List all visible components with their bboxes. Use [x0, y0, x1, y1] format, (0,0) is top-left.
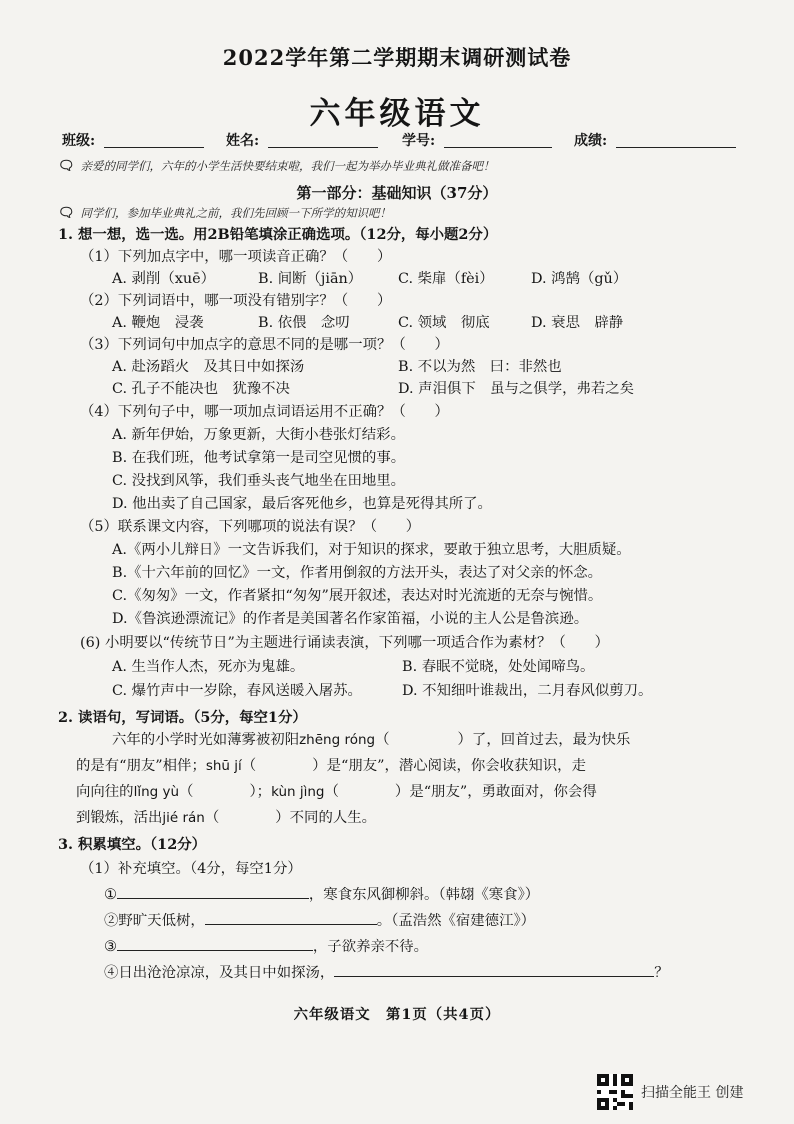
q2-line-4: 到锻炼，活出jié rán（ ）不同的人生。 [76, 810, 377, 826]
q1-1-option-b: B. 间断（jiān） [258, 271, 363, 287]
speech-bubble-icon: 🗨︎ [58, 159, 75, 174]
q1-3-option-b: B. 不以为然 曰：非然也 [398, 359, 562, 375]
q1-6-option-b: B. 春眠不觉晓，处处闻啼鸟。 [402, 659, 595, 675]
fill-blank-4[interactable] [334, 962, 654, 977]
q1-4-option-d: D. 他出卖了自己国家，最后客死他乡，也算是死得其所了。 [112, 496, 492, 512]
pinyin-shuji: shū jí [205, 758, 242, 774]
page-footer: 六年级语文 第1页（共4页） [293, 1006, 501, 1023]
q1-2-option-c: C. 领域 彻底 [398, 315, 490, 331]
q2-line-2: 的是有“朋友”相伴；shū jí（ ）是“朋友”，潜心阅读，你会收获知识，走 [76, 758, 586, 774]
q3-item-4: ④日出沧沧凉凉，及其日中如探汤， ？ [104, 962, 669, 982]
pinyin-zhengrong: zhēng róng [299, 732, 376, 748]
subject-title: 六年级语文 [309, 96, 485, 132]
student-number-field[interactable] [444, 147, 552, 148]
score-field[interactable] [616, 147, 736, 148]
q3-item-1: ① ，寒食东风御柳斜。（韩翃《寒食》） [104, 884, 539, 904]
q1-6-option-c: C. 爆竹声中一岁除，春风送暖入屠苏。 [112, 683, 362, 699]
q3-sub-heading: （1）补充填空。（4分，每空1分） [80, 861, 302, 877]
q1-2-option-d: D. 衰思 辟静 [531, 315, 624, 331]
fill-blank-3[interactable] [117, 936, 313, 951]
pinyin-kunjing: kùn jìng [271, 784, 325, 800]
q1-5-option-d: D.《鲁滨逊漂流记》的作者是美国著名作家笛福，小说的主人公是鲁滨逊。 [112, 611, 589, 627]
q1-2-option-b: B. 依偎 念叨 [258, 315, 350, 331]
student-number-label: 学号: [402, 133, 436, 149]
score-label: 成绩: [574, 133, 608, 149]
student-info-row [62, 130, 742, 154]
q3-item-2: ②野旷天低树， 。（孟浩然《宿建德江》） [104, 910, 535, 930]
pinyin-lingyu: lǐng yù [133, 784, 180, 800]
class-field[interactable] [104, 147, 204, 148]
q1-1-stem: （1）下列加点字中，哪一项读音正确？（ ） [80, 249, 392, 265]
q1-5-option-c: C.《匆匆》一文，作者紧扣“匆匆”展开叙述，表达对时光流逝的无奈与惋惜。 [112, 588, 603, 604]
q1-3-option-c: C. 孔子不能决也 犹豫不决 [112, 381, 290, 397]
class-label: 班级: [62, 133, 96, 149]
q1-4-option-b: B. 在我们班，他考试拿第一是司空见惯的事。 [112, 450, 406, 466]
fill-blank-1[interactable] [117, 884, 309, 899]
intro-message-1: 🗨︎ 亲爱的同学们，六年的小学生活快要结束啦，我们一起为举办毕业典礼做准备吧！ [58, 159, 495, 174]
name-field[interactable] [268, 147, 378, 148]
q1-3-stem: （3）下列词句中加点字的意思不同的是哪一项？（ ） [80, 337, 449, 353]
q1-heading: 1. 想一想，选一选。用2B铅笔填涂正确选项。（12分，每小题2分） [58, 226, 498, 243]
speech-bubble-icon: 🗨︎ [58, 206, 75, 221]
q1-1-option-c: C. 柴扉（fèi） [398, 271, 494, 287]
q1-6-option-d: D. 不知细叶谁裁出，二月春风似剪刀。 [402, 683, 653, 699]
intro-message-2: 🗨︎ 同学们，参加毕业典礼之前，我们先回顾一下所学的知识吧！ [58, 206, 392, 221]
fill-blank-2[interactable] [205, 910, 377, 925]
q3-heading: 3. 积累填空。（12分） [58, 836, 206, 853]
q2-line-1: 六年的小学时光如薄雾被初阳zhēng róng（ ）了，回首过去，最为快乐 [112, 732, 631, 748]
name-label: 姓名: [226, 133, 260, 149]
q1-4-option-a: A. 新年伊始，万象更新，大街小巷张灯结彩。 [112, 427, 405, 443]
q1-5-option-b: B.《十六年前的回忆》一文，作者用倒叙的方法开头，表达了对父亲的怀念。 [112, 565, 603, 581]
q1-3-option-d: D. 声泪俱下 虽与之俱学，弗若之矣 [398, 381, 635, 397]
q1-3-option-a: A. 赴汤蹈火 及其日中如探汤 [112, 359, 305, 375]
q1-1-option-a: A. 剥削（xuē） [112, 271, 216, 287]
q1-2-option-a: A. 鞭炮 浸袭 [112, 315, 204, 331]
q3-item-3: ③ ，子欲养亲不待。 [104, 936, 428, 956]
q1-2-stem: （2）下列词语中，哪一项没有错别字？（ ） [80, 293, 392, 309]
q1-4-stem: （4）下列句子中，哪一项加点词语运用不正确？（ ） [80, 404, 449, 420]
q1-5-option-a: A.《两小儿辩日》一文告诉我们，对于知识的探求，要敢于独立思考，大胆质疑。 [112, 542, 631, 558]
q2-line-3: 向向往的lǐng yù（ ）；kùn jìng（ ）是“朋友”，勇敢面对，你会得 [76, 784, 597, 800]
qr-code-icon [597, 1074, 633, 1110]
exam-title: 2022学年第二学期期末调研测试卷 [222, 45, 572, 70]
pinyin-jieran: jié rán [162, 810, 205, 826]
q1-1-option-d: D. 鸿鹄（gǔ） [531, 271, 628, 287]
scanner-watermark: 扫描全能王 创建 [641, 1085, 744, 1101]
q1-5-stem: （5）联系课文内容，下列哪项的说法有误？（ ） [80, 519, 421, 535]
q1-4-option-c: C. 没找到风筝，我们垂头丧气地坐在田地里。 [112, 473, 406, 489]
section-title: 第一部分：基础知识（37分） [296, 184, 498, 202]
q1-6-stem: (6) 小明要以“传统节日”为主题进行诵读表演，下列哪一项适合作为素材？（ ） [80, 635, 609, 651]
q1-6-option-a: A. 生当作人杰，死亦为鬼雄。 [112, 659, 305, 675]
q2-heading: 2. 读语句，写词语。（5分，每空1分） [58, 709, 307, 726]
